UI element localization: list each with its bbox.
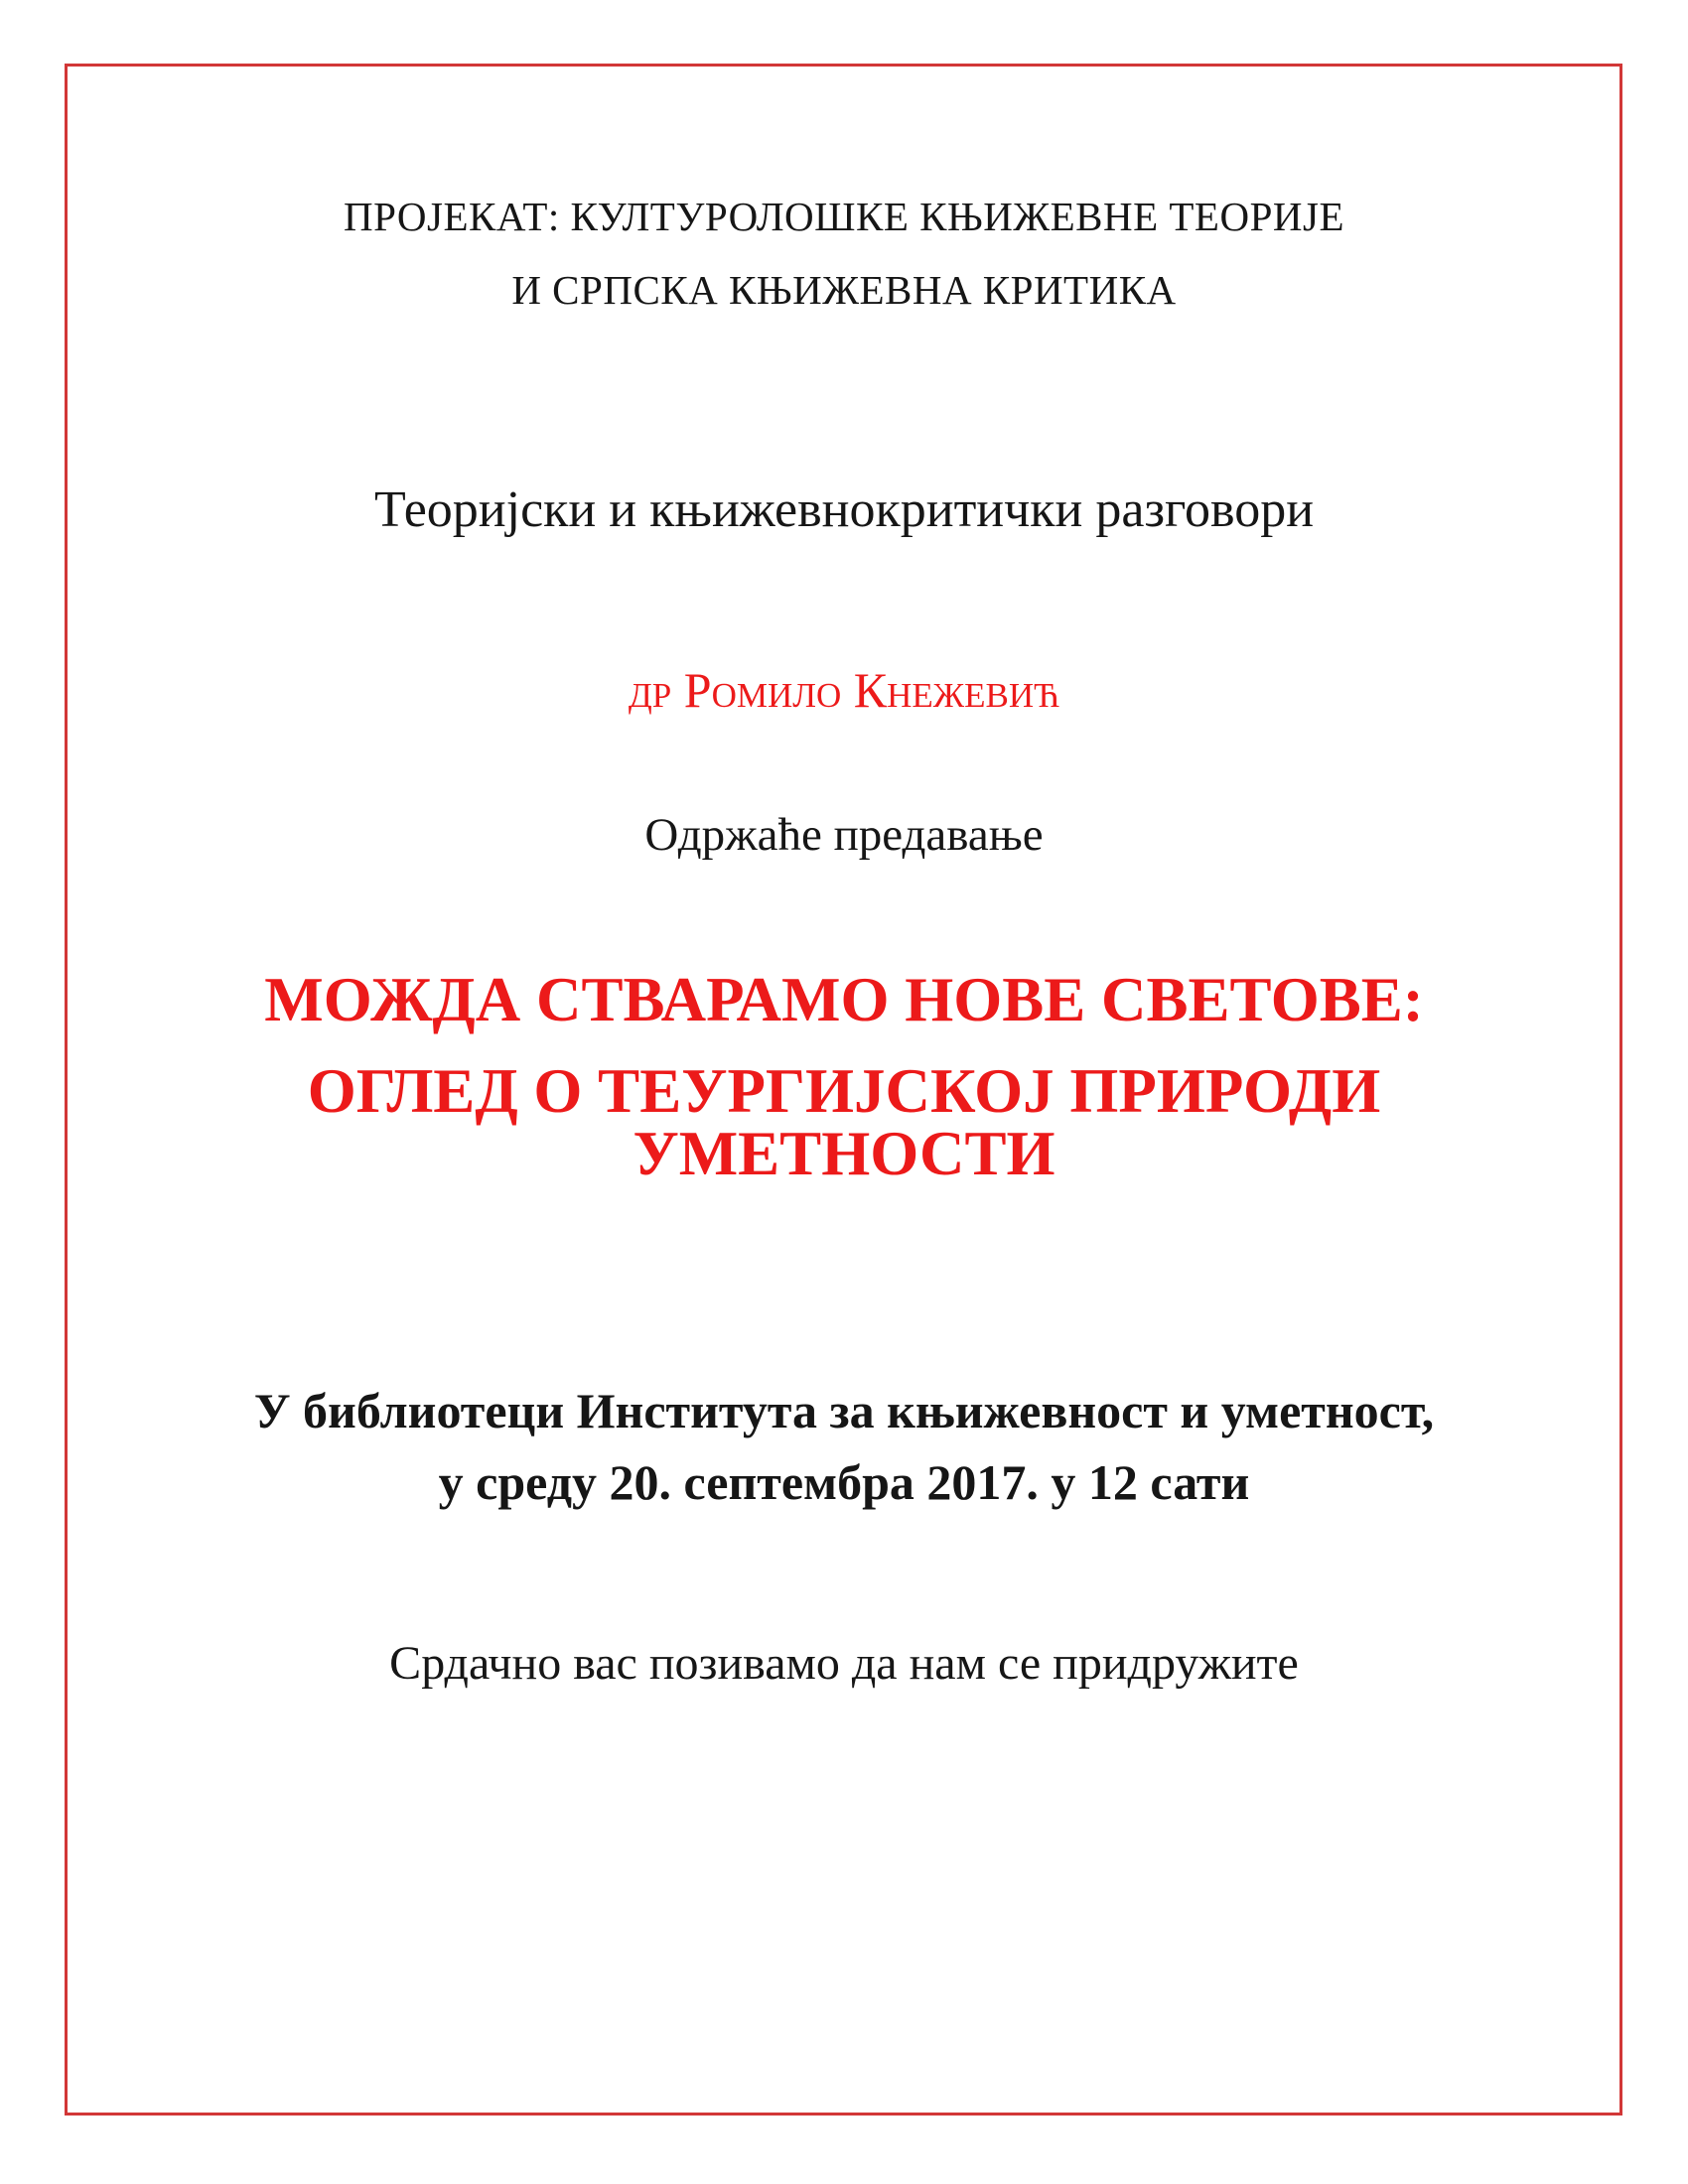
- speaker-name: др Ромило Кнежевић: [628, 662, 1060, 718]
- project-title-line1: ПРОЈЕКАТ: КУЛТУРОЛОШКЕ КЊИЖЕВНЕ ТЕОРИЈЕ: [343, 194, 1344, 239]
- venue-line: У библиотеци Института за књижевност и уметност,: [253, 1383, 1435, 1438]
- project-title-line2: И СРПСКА КЊИЖЕВНА КРИТИКА: [511, 267, 1177, 313]
- lecture-lead-in: Одржаће предавање: [644, 809, 1044, 861]
- date-time-line: у среду 20. септембра 2017. у 12 сати: [438, 1454, 1250, 1510]
- closing-invitation: Срдачно вас позивамо да нам се придружите: [389, 1637, 1299, 1690]
- lecture-title-line2: ОГЛЕД О ТЕУРГИЈСКОЈ ПРИРОДИ: [307, 1056, 1381, 1126]
- series-title: Теоријски и књижевнокритички разговори: [373, 481, 1315, 538]
- lecture-title-line3: УМЕТНОСТИ: [633, 1119, 1055, 1188]
- lecture-title-line1: МОЖДА СТВАРАМО НОВЕ СВЕТОВЕ:: [264, 965, 1424, 1034]
